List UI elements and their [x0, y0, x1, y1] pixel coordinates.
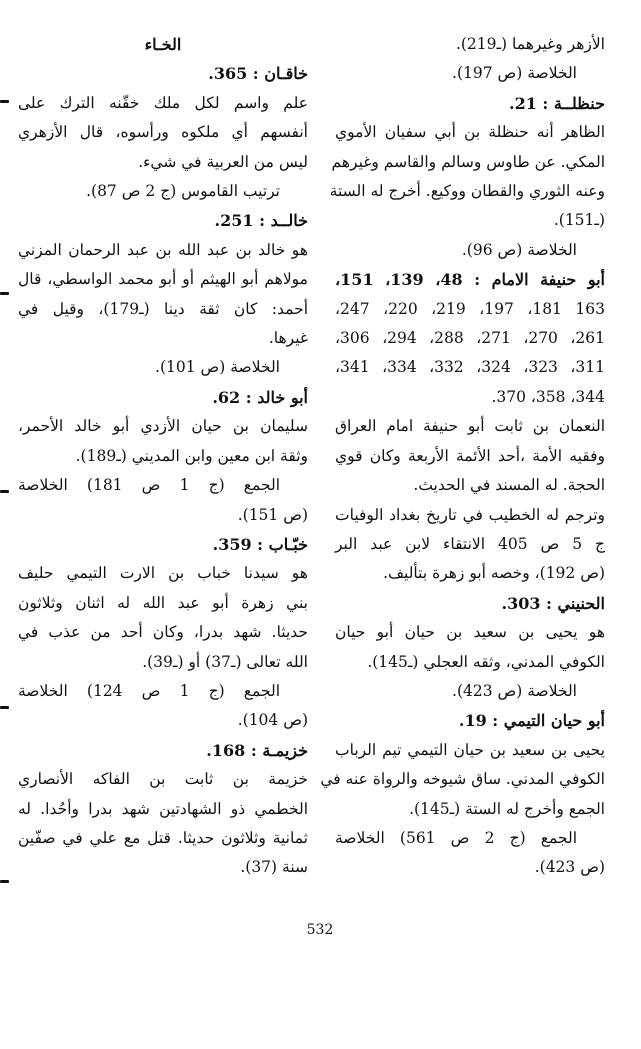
entry-heading: أبو خالد : 62. [212, 387, 308, 407]
text-line: (ـ151). [553, 211, 605, 230]
entry-heading: أبو حيان التيمي : 19. [458, 711, 605, 731]
text-line: ليس من العربية في شيء. [138, 152, 308, 171]
margin-mark [0, 706, 9, 709]
text-line: 261، 270، 271، 288، 294، 306، [335, 329, 605, 348]
text-line: وعنه الثوري والقطان ووكيع. أخرج له الستة [329, 182, 605, 201]
text-line: هو سيدنا خباب بن الارت التيمي حليف [18, 564, 308, 583]
text-line: 311، 323، 324، 332، 334، 341، [335, 358, 605, 377]
text-line: الجمع (ج 2 ص 561) الخلاصة [335, 828, 578, 847]
text-line: الأزهر وغيرهما (ـ219). [455, 35, 605, 53]
text-line: المكي. عن طاوس وسالم والقاسم وغيرهم [331, 152, 605, 171]
text-line: 163 181، 197، 219، 220، 247، [335, 299, 605, 318]
text-line: الكوفي المدني. ساق شيوخه والرواة عنه في [320, 770, 605, 789]
text-line: (ص 151). [237, 505, 308, 524]
text-line: ج 5 ص 405 الانتقاء لابن عبد البر [335, 534, 605, 553]
page-number: 532 [306, 922, 334, 938]
text-line: 344، 358، 370. [491, 387, 605, 406]
text-line: الظاهر أنه حنظلة بن أبي سفيان الأموي [335, 123, 605, 142]
text-line: علم واسم لكل ملك خقّنه الترك على [18, 93, 308, 112]
text-line: الخلاصة (ص 423). [452, 681, 577, 700]
entry-heading: الحنيني : 303. [501, 593, 605, 613]
text-line: النعمان بن ثابت أبو حنيفة امام العراق [335, 417, 605, 436]
text-line: غيرها. [268, 329, 308, 348]
text-line: الجمع وأخرج له الستة (ـ145). [409, 799, 605, 818]
text-line: يحيى بن سعيد بن حيان التيمي تيم الرباب [335, 740, 605, 759]
text-line: هو خالد بن عبد الله بن عبد الرحمان المزني [18, 240, 308, 259]
left-column [18, 30, 308, 883]
text-line: الجمع (ج 1 ص 181) الخلاصة [18, 476, 281, 495]
margin-mark [0, 880, 9, 883]
entry-heading: خاقـان : 365. [208, 64, 308, 84]
text-line: ترتيب القاموس (ج 2 ص 87). [86, 182, 280, 201]
text-line: (ص 192)، وخصه أبو زهرة بتأليف. [383, 564, 605, 583]
text-line: سليمان بن حيان الأزدي أبو خالد الأحمر، [18, 417, 308, 436]
margin-mark [0, 490, 9, 493]
entry-heading: خزيمـة : 168. [206, 740, 308, 760]
text-line: وثقة ابن معين وابن المديني (ـ189). [75, 446, 308, 465]
text-line: (ص 104). [237, 711, 308, 730]
text-line: وترجم له الخطيب في تاريخ بغداد الوفيات [335, 505, 605, 524]
text-line: الكوفي المدني، وثقه العجلي (ـ145). [367, 652, 605, 671]
text-line: بني زهرة أبو عبد الله له اثنان وثلاثون [18, 593, 308, 612]
text-line: الحجة. له المسند في الحديث. [413, 476, 605, 495]
section-header: الخـاء [144, 35, 182, 54]
right-column [320, 30, 606, 883]
text-line: وفقيه الأمة ،أحد الأئمة الأربعة وكان قوي [335, 446, 605, 465]
entry-heading: حنظلــة : 21. [509, 93, 605, 113]
text-line: ثمانية وثلاثون حديثا. قتل مع علي في صفّين [18, 828, 308, 847]
text-line: (ص 423). [534, 858, 605, 877]
text-line: الخطمي ذو الشهادتين شهد بدرا وأحُدا. له [18, 799, 308, 818]
entry-heading: أبو حنيفة الامام : 48، 139، 151، [335, 270, 606, 290]
margin-mark [0, 100, 9, 103]
entry-heading: خالــد : 251. [214, 211, 308, 231]
text-line: مولاهم أبو الهيثم أو أبو محمد الواسطي، قال [18, 270, 308, 289]
text-line: الخلاصة (ص 197). [452, 64, 577, 83]
entry-heading: خبّـاب : 359. [212, 534, 308, 554]
text-line: الخلاصة (ص 101). [155, 358, 280, 377]
text-line: هو يحيى بن سعيد بن حيان أبو حيان [335, 623, 605, 642]
text-line: أحمد: كان ثقة دينا (ـ179)، وقيل في [18, 299, 309, 318]
text-line: حديثا. شهد بدرا، وكان أحد من عذب في [18, 623, 308, 642]
margin-mark [0, 292, 9, 295]
text-line: الله تعالى (ـ37) أو (ـ39). [142, 652, 308, 671]
text-line: سنة (37). [240, 858, 308, 877]
text-line: الجمع (ج 1 ص 124) الخلاصة [18, 681, 281, 700]
text-line: الخلاصة (ص 96). [461, 240, 577, 259]
text-line: أنفسهم أي ملكوه ورأسوه، قال الأزهري [18, 123, 308, 142]
text-line: خزيمة بن ثابت بن الفاكه الأنصاري [18, 770, 308, 789]
